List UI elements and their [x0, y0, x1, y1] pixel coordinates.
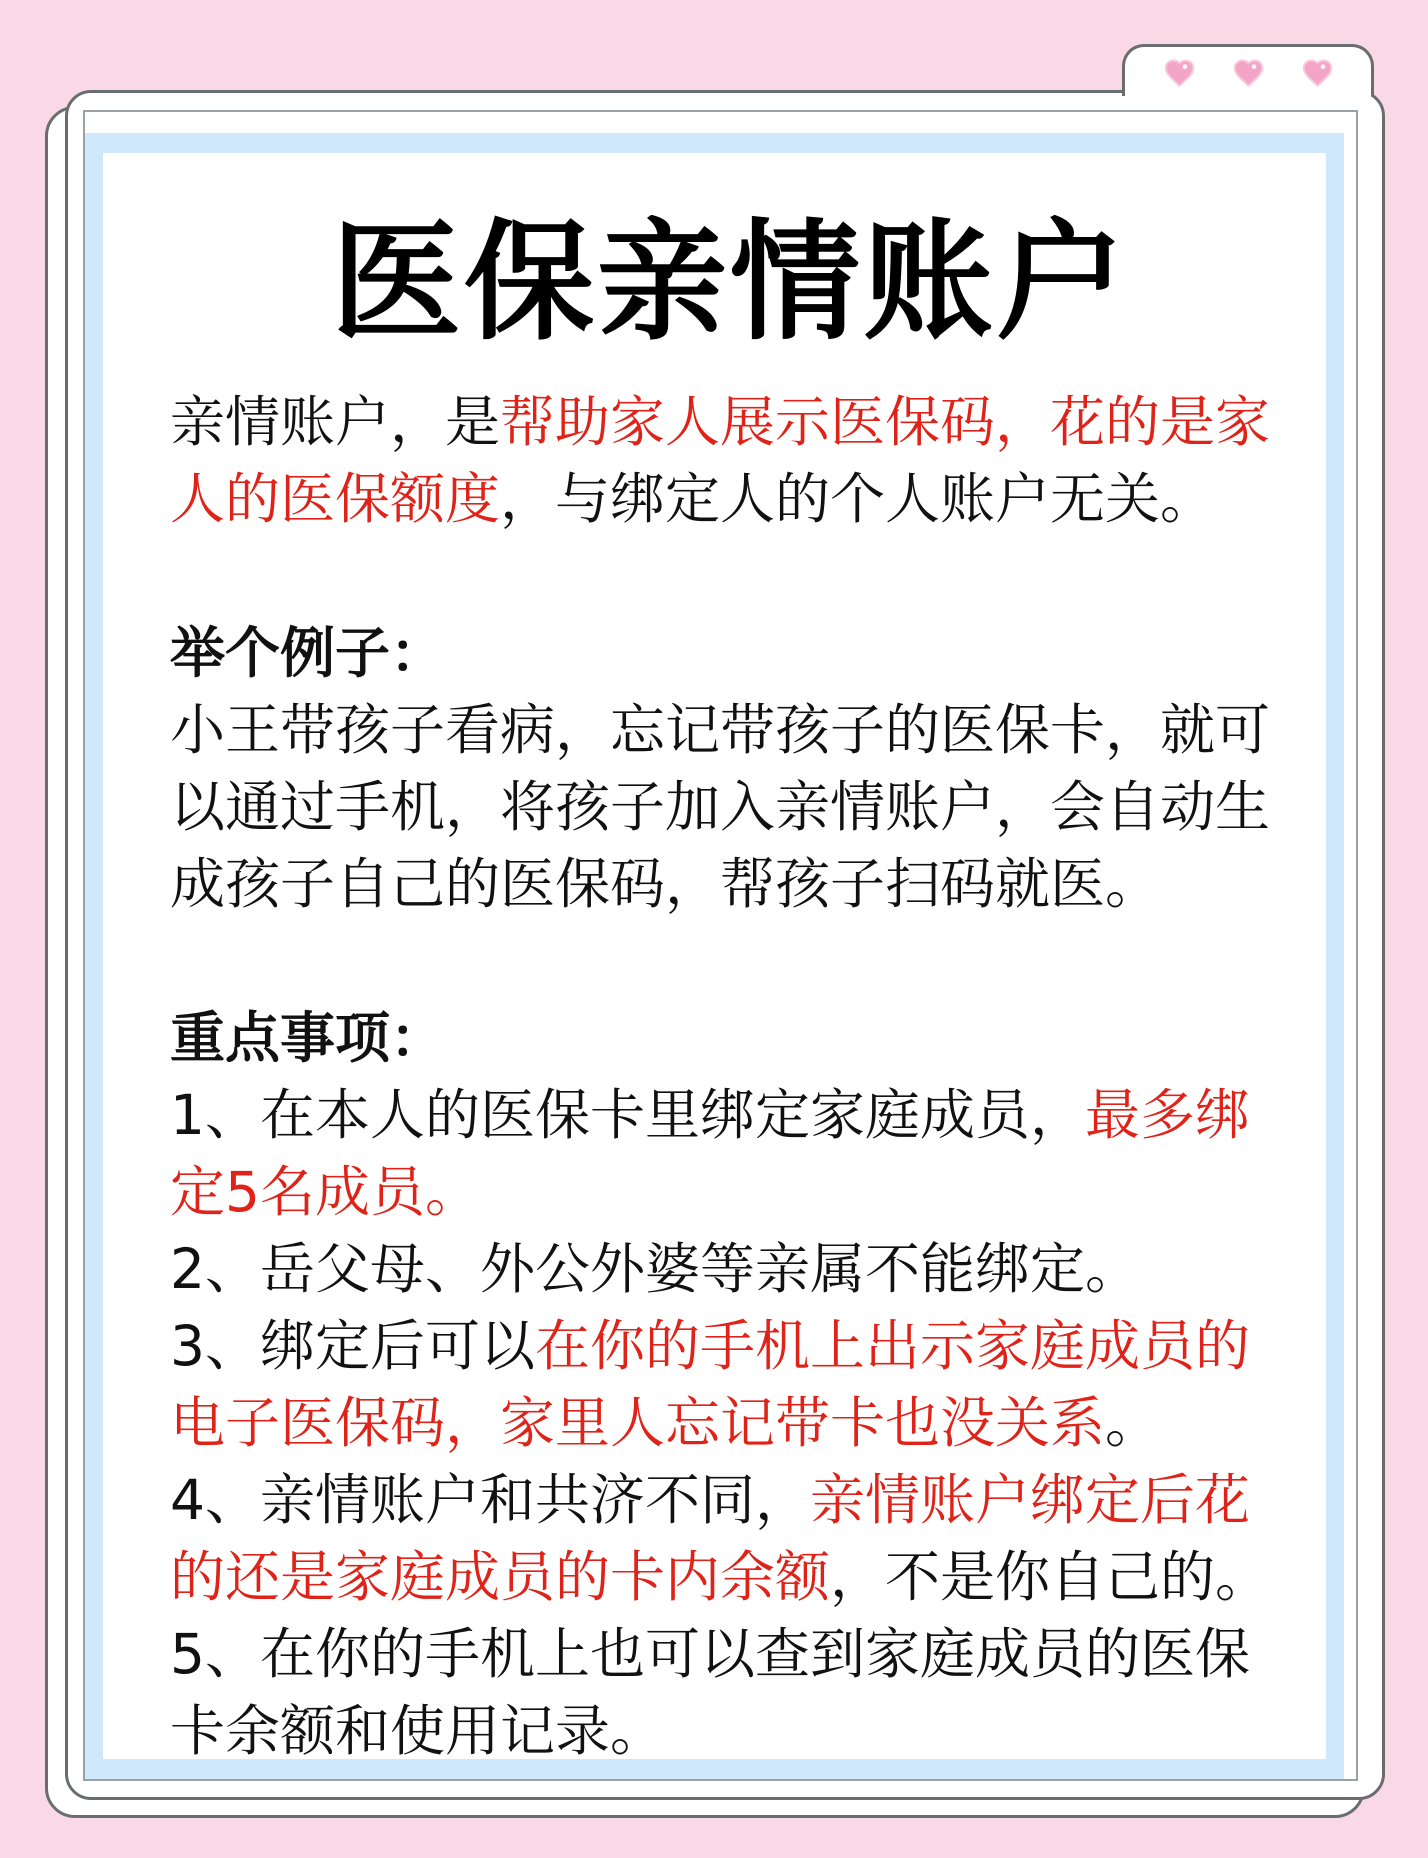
inner-panel	[83, 110, 1358, 1781]
text-segment: 小王带孩子看病，忘记带孩子的医保卡，就可	[170, 698, 1271, 762]
heart-tab	[1122, 44, 1374, 96]
text-line	[170, 846, 1290, 923]
text-segment: 3、绑定后可以	[170, 1314, 535, 1378]
text-line	[170, 1308, 1290, 1385]
text-line	[170, 692, 1290, 769]
blue-frame	[85, 133, 1344, 1779]
text-segment: 的还是家庭成员的卡内余额	[170, 1545, 831, 1609]
section-key-points	[170, 1000, 1290, 1759]
text-segment: 4、亲情账户和共济不同，	[170, 1468, 810, 1532]
text-line	[170, 1231, 1290, 1308]
text-segment: 定5名成员。	[170, 1160, 480, 1224]
text-segment: 帮助家人展示医保码，花的是家	[500, 390, 1271, 454]
text-segment: ，与绑定人的个人账户无关。	[500, 467, 1216, 531]
section-heading: 举个例子：	[170, 621, 446, 685]
text-segment: 成孩子自己的医保码，帮孩子扫码就医。	[170, 852, 1161, 916]
text-line	[170, 1385, 1290, 1462]
text-segment: ，不是你自己的。	[830, 1545, 1271, 1609]
text-segment: 在你的手机上出示家庭成员的	[535, 1314, 1251, 1378]
text-segment: 以通过手机，将孩子加入亲情账户，会自动生	[170, 775, 1271, 839]
text-line	[170, 1693, 1290, 1759]
text-line	[170, 1539, 1290, 1616]
text-segment: 卡余额和使用记录。	[170, 1699, 666, 1759]
content-panel	[103, 153, 1326, 1759]
text-line	[170, 1462, 1290, 1539]
text-segment: 亲情账户，是	[170, 390, 501, 454]
text-segment: 。	[1105, 1391, 1161, 1455]
text-line	[170, 769, 1290, 846]
page-title: 医保亲情账户	[330, 206, 1129, 358]
text-segment: 5、在你的手机上也可以查到家庭成员的医保	[170, 1622, 1250, 1686]
text-segment: 最多绑	[1085, 1083, 1251, 1147]
heart-icon	[1163, 56, 1196, 87]
heart-icon	[1301, 56, 1334, 87]
text-segment: 亲情账户绑定后花	[810, 1468, 1251, 1532]
text-segment: 人的医保额度	[170, 467, 501, 531]
text-line	[170, 1154, 1290, 1231]
section-intro	[170, 384, 1290, 538]
heart-icon	[1232, 56, 1265, 87]
text-line	[170, 1616, 1290, 1693]
section-example	[170, 615, 1290, 923]
text-segment: 1、在本人的医保卡里绑定家庭成员，	[170, 1083, 1085, 1147]
body-text	[170, 384, 1290, 1759]
text-line	[170, 384, 1290, 461]
text-line	[170, 1077, 1290, 1154]
text-line	[170, 461, 1290, 538]
section-heading: 重点事项：	[170, 1006, 446, 1070]
main-card	[65, 90, 1385, 1800]
text-segment: 电子医保码，家里人忘记带卡也没关系	[170, 1391, 1106, 1455]
text-segment: 2、岳父母、外公外婆等亲属不能绑定。	[170, 1237, 1140, 1301]
